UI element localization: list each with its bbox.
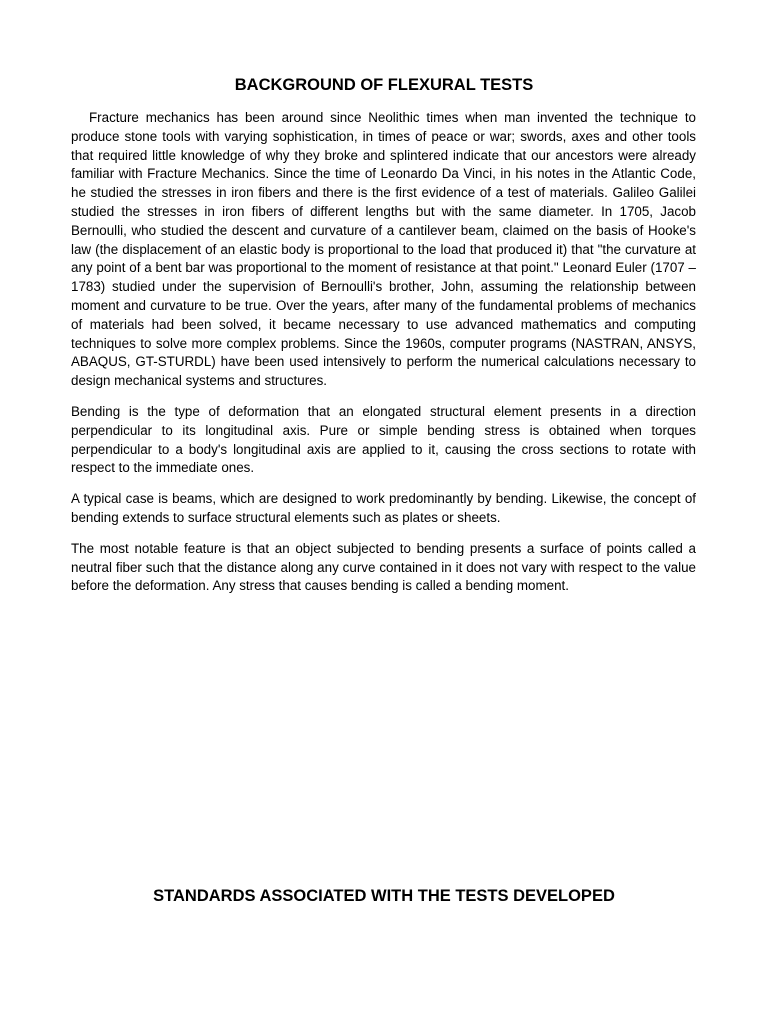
paragraph-beams: A typical case is beams, which are designed to work predominantly by bending. Likewise, the concept of bending extends to surface structural elements such as plates or sheets. — [71, 491, 696, 525]
section-title-standards: STANDARDS ASSOCIATED WITH THE TESTS DEVELOPED — [153, 887, 615, 905]
paragraph-neutral-fiber: The most notable feature is that an object subjected to bending presents a surface of points called a neutral fiber such that the distance along any curve contained in it does not vary with respect to the value before the deformation. Any stress that causes bending is called a bending moment. — [71, 540, 696, 594]
paragraph-bending-definition: Bending is the type of deformation that an elongated structural element presents in a direction perpendicular to its longitudinal axis. Pure or simple bending stress is obtained when torques perpendicular to a body's longitudinal axis are applied to it, causing the cross sections to rotate with respect to the immediate ones. — [71, 403, 696, 476]
section-title-background: BACKGROUND OF FLEXURAL TESTS — [234, 76, 534, 94]
paragraph-fracture-history: Fracture mechanics has been around since Neolithic times when man invented the technique to produce stone tools with varying sophistication, in times of peace or war; swords, axes and other tools that required little knowledge of why they broke and splintered indicate that our ancestors were already familiar with Fracture Mechanics. Since the time of Leonardo Da Vinci, in his notes in the Atlantic Code, he studied the stresses in iron fibers and there is the first evidence of a test of materials. Galileo Galilei studied the stresses in iron fibers of different lengths but with the same diameter. In 1705, Jacob Bernoulli, who studied the descent and curvature of a cantilever beam, claimed on the basis of Hooke's law (the displacement of an elastic body is proportional to the load that produced it) that "the curvature at any point of a bent bar was proportional to the moment of resistance at that point." Leonard Euler (1707 – 1783) studied under the supervision of Bernoulli's brother, John, assuming the relationship between moment and curvature to be true. Over the years, after many of the fundamental problems of mechanics of materials had been solved, it became necessary to use advanced mathematics and computing techniques to solve more complex problems. Since the 1960s, computer programs (NASTRAN, ANSYS, ABAQUS, GT-STURDL) have been used intensively to perform the numerical calculations necessary to design mechanical systems and structures. — [71, 110, 696, 389]
body-text — [71, 109, 696, 608]
